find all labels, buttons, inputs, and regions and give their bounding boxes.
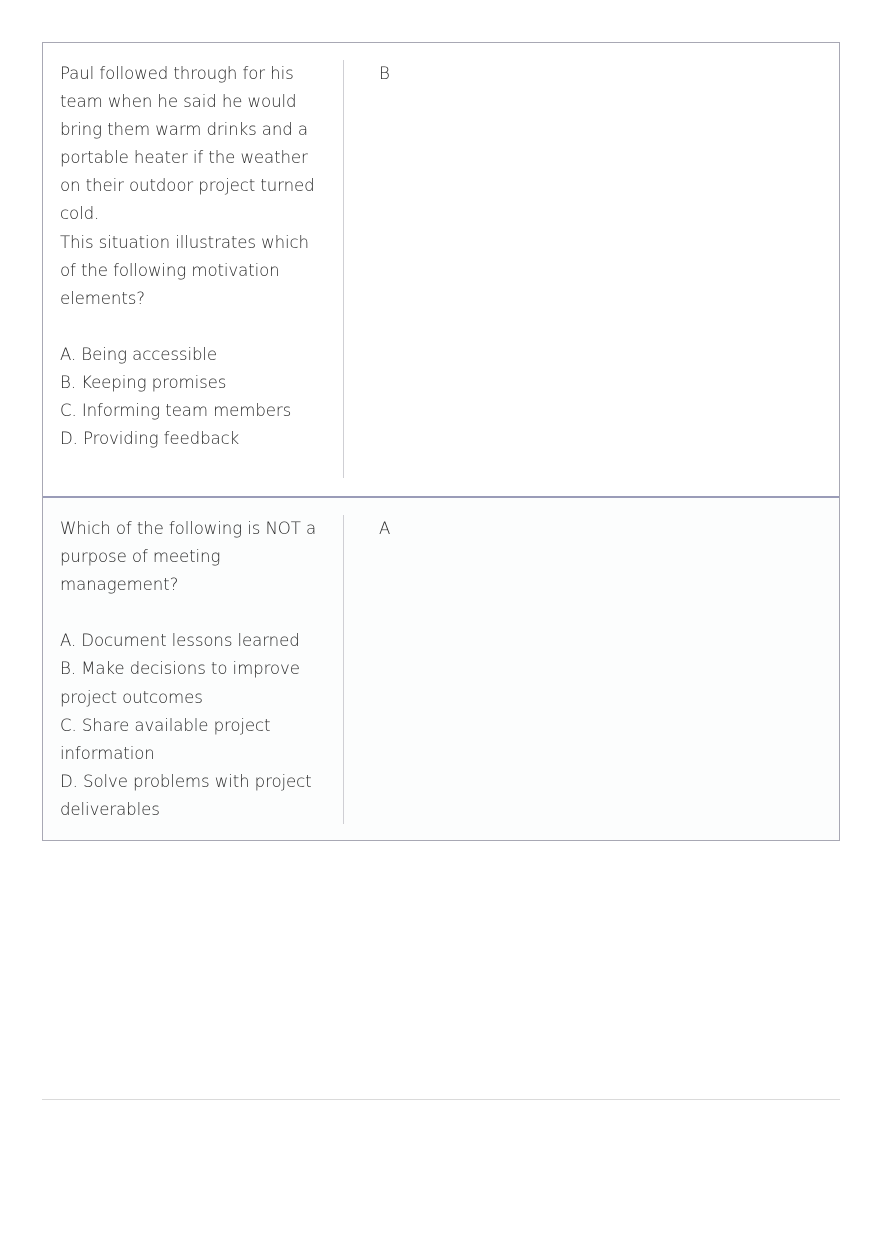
question-line: purpose of meeting <box>60 547 221 567</box>
question-line: on their outdoor project turned <box>60 176 315 196</box>
answer-option: A. Document lessons learned <box>60 631 300 651</box>
answer-option: B. Keeping promises <box>60 373 227 393</box>
question-line: Which of the following is NOT a <box>60 519 317 538</box>
spacer <box>60 599 333 627</box>
flashcard <box>43 496 839 840</box>
question-line: elements? <box>60 288 145 308</box>
flashcard-term <box>43 60 344 478</box>
correct-answer: B <box>379 64 390 83</box>
spacer <box>60 313 333 341</box>
flashcard-definition <box>344 515 839 840</box>
question-line: management? <box>60 575 179 595</box>
footer-divider <box>42 1099 840 1100</box>
answer-option: D. Providing feedback <box>60 429 240 449</box>
answer-option: B. Make decisions to improve <box>60 659 300 679</box>
flashcard-term <box>43 515 344 824</box>
question-line: Paul followed through for his <box>60 64 294 83</box>
answer-option: information <box>60 743 155 763</box>
answer-option: C. Informing team members <box>60 401 292 421</box>
flashcard <box>43 43 839 496</box>
question-line: cold. <box>60 204 100 224</box>
question-line: portable heater if the weather <box>60 148 308 168</box>
answer-option: project outcomes <box>60 687 203 707</box>
correct-answer: A <box>379 519 391 538</box>
answer-option: D. Solve problems with project <box>60 771 312 791</box>
question-line: team when he said he would <box>60 92 297 112</box>
answer-option: C. Share available project <box>60 715 271 735</box>
question-line: This situation illustrates which <box>60 232 309 252</box>
question-line: of the following motivation <box>60 260 280 280</box>
flashcard-list <box>42 42 840 841</box>
question-line: bring them warm drinks and a <box>60 120 308 140</box>
answer-option: deliverables <box>60 799 160 819</box>
answer-option: A. Being accessible <box>60 344 218 364</box>
flashcard-definition <box>344 60 839 496</box>
